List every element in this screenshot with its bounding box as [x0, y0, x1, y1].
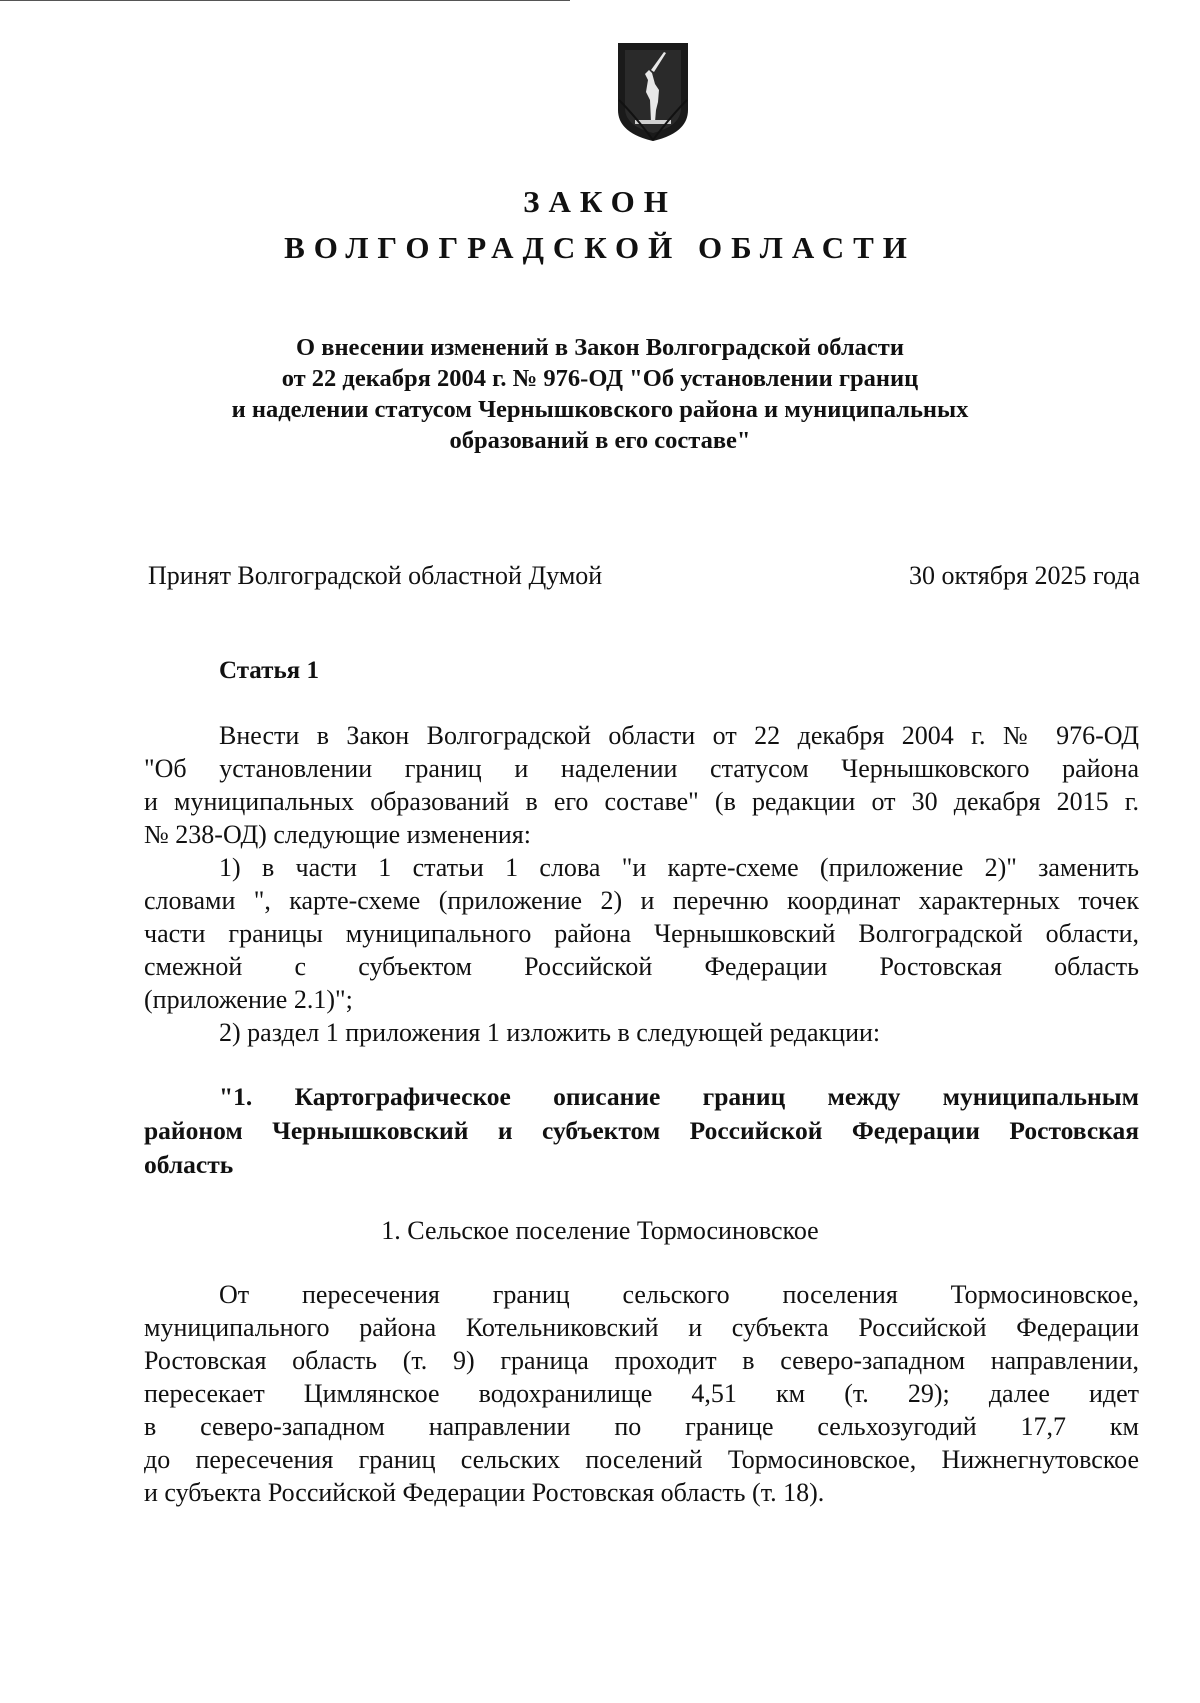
amendment-item-1: 1) в части 1 статьи 1 слова "и карте-схеме (приложение 2)" заменить: [219, 853, 1139, 882]
section-heading-line: районом Чернышковский и субъектом Российской Федерации Ростовская: [144, 1116, 1139, 1145]
boundary-text-line: муниципального района Котельниковский и субъекта Российской Федерации: [144, 1313, 1139, 1342]
boundary-text-line: Ростовская область (т. 9) граница проходит в северо-западном направлении,: [144, 1346, 1139, 1375]
subject-line: от 22 декабря 2004 г. № 976-ОД "Об установлении границ: [281, 365, 919, 392]
article-text-line: Внести в Закон Волгоградской области от 22 декабря 2004 г. № 976-ОД: [219, 721, 1139, 750]
article-text-line: и муниципальных образований в его составе" (в редакции от 30 декабря 2015 г.: [144, 787, 1139, 816]
boundary-text-line: и субъекта Российской Федерации Ростовская область (т. 18).: [144, 1478, 825, 1507]
boundary-text-line: в северо-западном направлении по границе сельхозугодий 17,7 км: [144, 1412, 1139, 1441]
article-heading: Статья 1: [219, 657, 319, 684]
boundary-text-line: От пересечения границ сельского поселения Тормосиновское,: [219, 1280, 1139, 1309]
article-text-line: № 238-ОД) следующие изменения:: [144, 820, 531, 849]
article-text-line: (приложение 2.1)";: [144, 985, 353, 1014]
article-text-line: части границы муниципального района Чернышковский Волгоградской области,: [144, 919, 1139, 948]
amendment-item-2: 2) раздел 1 приложения 1 изложить в следующей редакции:: [219, 1018, 881, 1047]
adopted-by: Принят Волгоградской областной Думой: [148, 561, 603, 590]
coat-of-arms-emblem: [615, 40, 691, 144]
article-text-line: "Об установлении границ и наделении статусом Чернышковского района: [144, 754, 1139, 783]
law-region-title: ВОЛГОГРАДСКОЙ ОБЛАСТИ: [284, 230, 916, 265]
boundary-text-line: до пересечения границ сельских поселений Тормосиновское, Нижнегнутовское: [144, 1445, 1139, 1474]
boundary-text-line: пересекает Цимлянское водохранилище 4,51 км (т. 29); далее идет: [144, 1379, 1139, 1408]
section-heading-line: область: [144, 1150, 234, 1179]
article-text-line: смежной с субъектом Российской Федерации Ростовская область: [144, 952, 1139, 981]
subject-line: образований в его составе": [449, 427, 751, 454]
settlement-subheading: 1. Сельское поселение Тормосиновское: [381, 1216, 819, 1245]
law-subject: [150, 332, 1050, 456]
subject-line: О внесении изменений в Закон Волгоградской области: [296, 334, 904, 361]
article-text-line: словами ", карте-схеме (приложение 2) и перечню координат характерных точек: [144, 886, 1139, 915]
subject-line: и наделении статусом Чернышковского района и муниципальных: [231, 396, 969, 423]
scan-top-border: [0, 0, 570, 1]
law-title: ЗАКОН: [523, 184, 677, 219]
section-heading-line: "1. Картографическое описание границ между муниципальным: [219, 1082, 1139, 1111]
adoption-date: 30 октября 2025 года: [909, 561, 1140, 590]
